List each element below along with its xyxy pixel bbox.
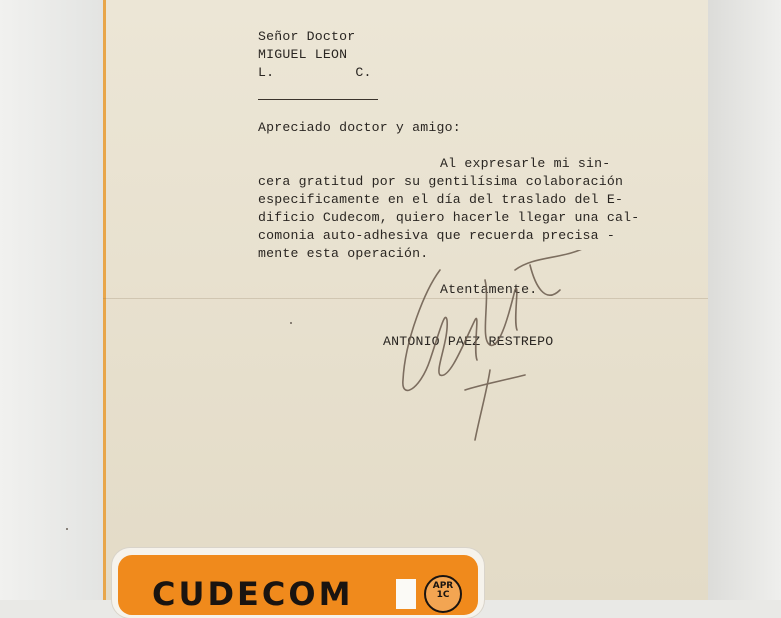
greeting: Apreciado doctor y amigo: bbox=[258, 120, 461, 135]
salutation-title: Señor Doctor bbox=[258, 29, 356, 44]
body-line-1: Al expresarle mi sin- bbox=[440, 156, 611, 171]
seal-line-1: APR bbox=[432, 581, 454, 591]
decal-orange-band bbox=[118, 555, 478, 615]
body-line-6: mente esta operación. bbox=[258, 246, 429, 261]
cudecom-decal bbox=[112, 548, 484, 618]
signer-name: ANTONIO PAEZ RESTREPO bbox=[383, 334, 554, 349]
handwritten-signature bbox=[395, 250, 595, 450]
decal-brand-text: CUDECOM bbox=[152, 575, 354, 613]
seal-line-2: 1C bbox=[436, 590, 450, 600]
decal-white-box bbox=[396, 579, 416, 609]
backdrop-right bbox=[708, 0, 781, 600]
body-line-5: comonia auto-adhesiva que recuerda precisa - bbox=[258, 228, 616, 243]
body-line-2: cera gratitud por su gentilísima colaboración bbox=[258, 174, 624, 189]
body-line-3: especificamente en el día del traslado del E- bbox=[258, 192, 624, 207]
address-rule bbox=[258, 99, 378, 100]
paper-speck bbox=[290, 322, 292, 324]
recipient-city: L. C. bbox=[258, 65, 372, 80]
body-line-4: dificio Cudecom, quiero hacerle llegar una cal- bbox=[258, 210, 640, 225]
decal-seal bbox=[424, 575, 462, 613]
paper-speck bbox=[66, 528, 68, 530]
recipient-name: MIGUEL LEON bbox=[258, 47, 348, 62]
closing: Atentamente. bbox=[440, 282, 538, 297]
backdrop-left bbox=[0, 0, 103, 600]
